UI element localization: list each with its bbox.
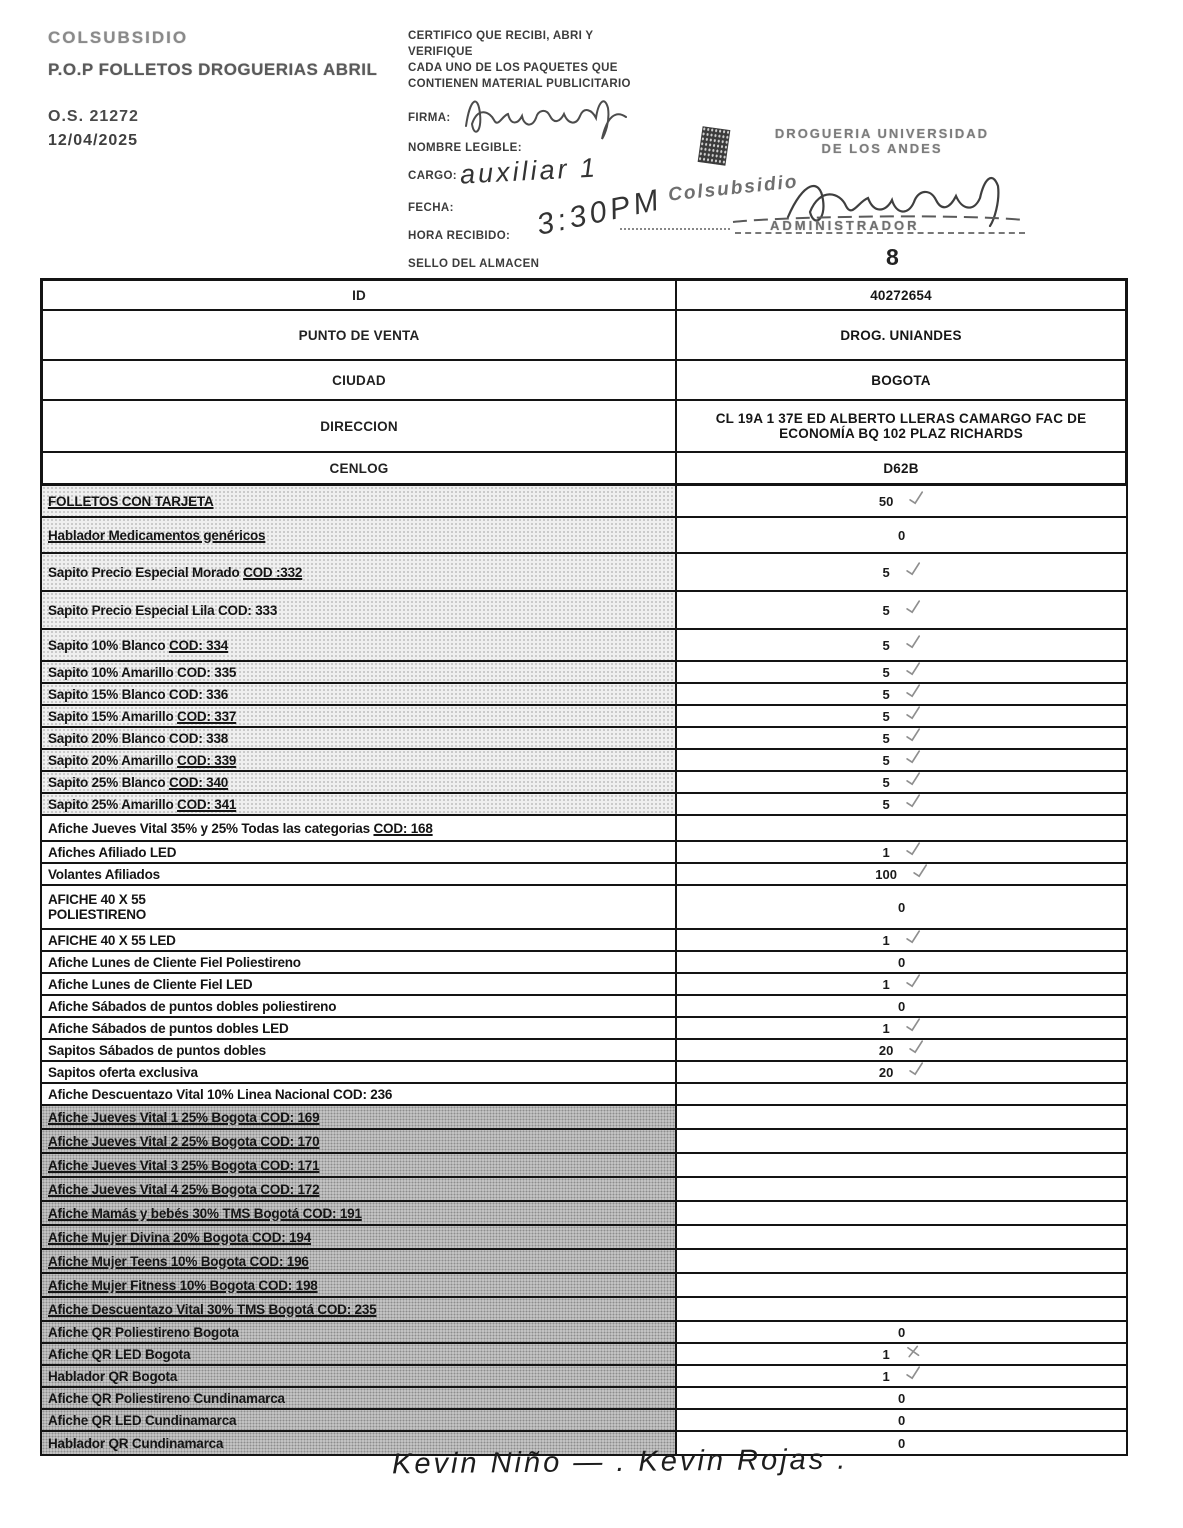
info-value: BOGOTA (871, 372, 931, 388)
item-row (42, 1106, 1126, 1130)
stamp-line1: DROGUERIA UNIVERSIDAD (774, 126, 990, 141)
item-row (42, 1130, 1126, 1154)
item-value-cell (677, 886, 1126, 928)
item-label: Afiche Sábados de puntos dobles poliestireno (48, 998, 337, 1014)
item-label-cell (42, 886, 677, 928)
item-value-cell (677, 816, 1126, 840)
info-label: PUNTO DE VENTA (43, 311, 677, 359)
item-value-cell (677, 1106, 1126, 1128)
item-value-cell (677, 1130, 1126, 1152)
item-label-cell (42, 1040, 677, 1060)
item-row (42, 1154, 1126, 1178)
item-value-cell (677, 1154, 1126, 1176)
item-value: 5 (882, 752, 890, 768)
cargo-label: CARGO: (408, 170, 458, 182)
item-row (42, 1018, 1126, 1040)
item-cod: COD :332 (243, 564, 303, 580)
check-mark-icon (905, 662, 922, 677)
item-label: Sapito 20% Amarillo (48, 752, 178, 768)
item-label: Afiche QR Poliestireno Cundinamarca (48, 1390, 285, 1406)
item-value: 100 (875, 866, 897, 882)
item-row (42, 1084, 1126, 1106)
item-cod: COD: 340 (168, 774, 229, 790)
item-row (42, 1226, 1126, 1250)
item-row (42, 952, 1126, 974)
item-row (42, 1366, 1126, 1388)
item-value-cell (677, 1202, 1126, 1224)
item-value: 5 (882, 602, 890, 618)
item-value: 1 (882, 1346, 890, 1362)
item-label-cell (42, 1178, 677, 1200)
footer-handwriting: Kevin Niño — . Kevin Rojas . (391, 1443, 849, 1481)
document-date: 12/04/2025 (48, 132, 139, 149)
item-value-cell (677, 1226, 1126, 1248)
item-value-cell (677, 630, 1126, 660)
item-value-cell (677, 1062, 1126, 1082)
item-row (42, 1388, 1126, 1410)
item-label: Sapito 20% Blanco COD: 338 (48, 730, 229, 746)
item-value-cell (677, 486, 1126, 516)
check-mark-icon (905, 562, 922, 577)
item-value: 1 (882, 844, 890, 860)
item-value-cell (677, 750, 1126, 770)
item-value: 5 (882, 708, 890, 724)
item-value-cell (677, 952, 1126, 972)
cargo-handwriting: auxiliar 1 (459, 152, 599, 190)
certification-line: CONTIENEN MATERIAL PUBLICITARIO (408, 78, 631, 90)
item-value-cell (677, 592, 1126, 628)
item-label-cell (42, 728, 677, 748)
item-cod: COD: 170 (260, 1133, 320, 1149)
item-value-cell (677, 930, 1126, 950)
item-cod: COD: 194 (251, 1229, 312, 1245)
item-label-cell (42, 1344, 677, 1364)
item-value: 1 (882, 1020, 890, 1036)
item-label-cell (42, 554, 677, 590)
item-cod: COD: 337 (177, 708, 237, 724)
item-label: FOLLETOS CON TARJETA (48, 493, 214, 509)
item-value-cell (677, 684, 1126, 704)
fecha-label: FECHA: (408, 202, 454, 214)
item-label-cell (42, 662, 677, 682)
item-value: 5 (882, 664, 890, 680)
item-label-cell (42, 1062, 677, 1082)
stamp-dash-right (735, 232, 1025, 234)
item-value-cell (677, 772, 1126, 792)
item-label-cell (42, 518, 677, 552)
item-cod: COD: 198 (258, 1277, 318, 1293)
item-value-cell (677, 728, 1126, 748)
info-row-cenlog (43, 453, 1125, 483)
item-label: Sapito 10% Amarillo COD: 335 (48, 664, 237, 680)
item-row (42, 1274, 1126, 1298)
item-row (42, 772, 1126, 794)
info-row-id (43, 281, 1125, 311)
item-label: Sapitos Sábados de puntos dobles (48, 1042, 266, 1058)
item-value-cell (677, 1344, 1126, 1364)
certification-block (408, 28, 738, 278)
item-label-cell (42, 706, 677, 726)
item-value: 5 (882, 564, 890, 580)
item-cod: COD: 196 (249, 1253, 309, 1269)
item-value-cell (677, 518, 1126, 552)
item-value: 0 (897, 954, 906, 970)
item-label-cell (42, 1410, 677, 1430)
info-label: DIRECCION (43, 401, 677, 451)
item-row (42, 996, 1126, 1018)
item-value: 5 (882, 774, 890, 790)
item-value-cell (677, 1388, 1126, 1408)
item-value-cell (677, 996, 1126, 1016)
item-cod: COD: 191 (302, 1205, 362, 1221)
certification-line: CADA UNO DE LOS PAQUETES QUE (408, 62, 618, 74)
item-cod: COD: 168 (373, 820, 433, 836)
item-value: 5 (882, 637, 890, 653)
item-cod: COD: 169 (260, 1109, 320, 1125)
item-cod: COD: 334 (168, 637, 229, 653)
item-label: Sapito Precio Especial Lila COD: 333 (48, 602, 278, 618)
check-mark-icon (905, 1366, 922, 1381)
item-label-cell (42, 1226, 677, 1248)
item-label: Afiches Afiliado LED (48, 844, 177, 860)
item-label: Hablador Medicamentos genéricos (48, 527, 266, 543)
item-label-cell (42, 1202, 677, 1224)
item-label: Sapito Precio Especial Morado (48, 564, 244, 580)
item-value-cell (677, 1410, 1126, 1430)
pharmacy-stamp (748, 126, 1016, 156)
item-value-cell (677, 974, 1126, 994)
item-label: Hablador QR Bogota (48, 1368, 178, 1384)
check-mark-icon (905, 600, 922, 615)
hora-handwriting: 3:30PM (533, 183, 666, 242)
item-value-cell (677, 842, 1126, 862)
item-row (42, 518, 1126, 554)
item-label-cell (42, 684, 677, 704)
item-value: 50 (878, 493, 894, 509)
item-value: 0 (897, 998, 906, 1014)
item-row (42, 486, 1126, 518)
item-value: 1 (882, 932, 890, 948)
item-cod: COD: 235 (317, 1301, 377, 1317)
items-table (40, 483, 1128, 1456)
item-row (42, 630, 1126, 662)
document-title: P.O.P FOLLETOS DROGUERIAS ABRIL (48, 60, 378, 79)
item-row (42, 684, 1126, 706)
stamp-role: ADMINISTRADOR (770, 218, 920, 233)
item-row (42, 816, 1126, 842)
check-mark-icon (905, 635, 922, 650)
item-label-cell (42, 1018, 677, 1038)
item-label-cell (42, 1130, 677, 1152)
order-number: O.S. 21272 (48, 108, 139, 125)
info-row-direccion (43, 401, 1125, 453)
item-label-cell (42, 592, 677, 628)
item-label: Afiche Mamás y bebés 30% TMS Bogotá (48, 1205, 303, 1221)
item-value-cell (677, 864, 1126, 884)
item-label: Afiche Lunes de Cliente Fiel Poliestireno (48, 954, 301, 970)
item-label: Afiche Mujer Divina 20% Bogota (48, 1229, 252, 1245)
item-value: 5 (882, 730, 890, 746)
item-label: Hablador QR Cundinamarca (48, 1435, 224, 1451)
info-label: CENLOG (43, 453, 677, 483)
check-mark-icon (912, 864, 929, 879)
item-label-cell (42, 486, 677, 516)
item-value-cell (677, 1178, 1126, 1200)
item-value-cell (677, 1018, 1126, 1038)
company-name: COLSUBSIDIO (48, 28, 189, 47)
item-label: Afiche Jueves Vital 4 25% Bogota (48, 1181, 261, 1197)
item-value: 1 (882, 976, 890, 992)
x-mark-icon (905, 1344, 922, 1359)
item-label-cell (42, 772, 677, 792)
stamp-line2: DE LOS ANDES (821, 141, 943, 156)
item-label: Sapito 10% Blanco (48, 637, 169, 653)
info-row-ciudad (43, 361, 1125, 401)
item-value-cell (677, 1274, 1126, 1296)
item-label-cell (42, 750, 677, 770)
item-label-cell (42, 1366, 677, 1386)
item-row (42, 974, 1126, 996)
item-value: 1 (882, 1368, 890, 1384)
item-value: 0 (897, 527, 906, 543)
item-row (42, 1202, 1126, 1226)
item-value: 5 (882, 796, 890, 812)
item-value-cell (677, 1298, 1126, 1320)
item-label: Afiche Descuentazo Vital 10% Linea Nacional COD: 236 (48, 1086, 393, 1102)
item-label: Afiche Mujer Fitness 10% Bogota (48, 1277, 259, 1293)
item-row (42, 842, 1126, 864)
check-mark-icon (905, 728, 922, 743)
item-label-cell (42, 1250, 677, 1272)
item-row (42, 1178, 1126, 1202)
item-value-cell (677, 1040, 1126, 1060)
item-label-cell (42, 996, 677, 1016)
item-value-cell (677, 1250, 1126, 1272)
item-value: 0 (897, 899, 906, 915)
check-mark-icon (909, 1062, 926, 1077)
item-label: AFICHE 40 X 55 LED (48, 932, 176, 948)
check-mark-icon (905, 750, 922, 765)
check-mark-icon (905, 930, 922, 945)
item-label: Afiche QR LED Bogota (48, 1346, 191, 1362)
signature-scribble (456, 86, 646, 141)
item-row (42, 728, 1126, 750)
item-row (42, 662, 1126, 684)
item-row (42, 864, 1126, 886)
item-row (42, 592, 1126, 630)
item-value-cell (677, 662, 1126, 682)
item-value: 0 (897, 1390, 906, 1406)
item-value: 0 (897, 1412, 906, 1428)
item-row (42, 750, 1126, 772)
info-label: ID (43, 281, 677, 309)
item-row (42, 1322, 1126, 1344)
page-number: 8 (886, 244, 899, 270)
firma-label: FIRMA: (408, 112, 451, 124)
item-value: 20 (878, 1064, 894, 1080)
certification-line: CERTIFICO QUE RECIBI, ABRI Y (408, 30, 594, 42)
item-label-cell (42, 974, 677, 994)
item-label-cell (42, 794, 677, 814)
check-mark-icon (905, 842, 922, 857)
info-value: DROG. UNIANDES (840, 327, 962, 343)
item-row (42, 1410, 1126, 1432)
item-value-cell (677, 554, 1126, 590)
item-label-cell (42, 630, 677, 660)
item-value-cell (677, 794, 1126, 814)
colsubsidio-stamp-logo-icon (698, 126, 731, 166)
item-label-cell (42, 816, 677, 840)
certification-line: VERIFIQUE (408, 46, 473, 58)
info-value: 40272654 (870, 287, 932, 303)
item-row (42, 1298, 1126, 1322)
item-label: Afiche Descuentazo Vital 30% TMS Bogotá (48, 1301, 318, 1317)
check-mark-icon (905, 706, 922, 721)
item-row (42, 1250, 1126, 1274)
item-label: Afiche Jueves Vital 35% y 25% Todas las categorias (48, 820, 374, 836)
hora-label: HORA RECIBIDO: (408, 230, 511, 242)
item-label: Afiche Jueves Vital 2 25% Bogota (48, 1133, 261, 1149)
item-label-cell (42, 1084, 677, 1104)
item-label: Afiche Sábados de puntos dobles LED (48, 1020, 289, 1036)
item-label-line2: POLIESTIRENO (48, 907, 147, 922)
item-label-cell (42, 952, 677, 972)
item-label: Sapito 25% Blanco (48, 774, 169, 790)
info-row-punto-de-venta (43, 311, 1125, 361)
item-row (42, 1062, 1126, 1084)
info-label: CIUDAD (43, 361, 677, 399)
check-mark-icon (909, 491, 926, 506)
item-label: Afiche Jueves Vital 1 25% Bogota (48, 1109, 261, 1125)
item-label: Sapito 15% Amarillo (48, 708, 178, 724)
item-label-cell (42, 1154, 677, 1176)
check-mark-icon (905, 1018, 922, 1033)
sello-label: SELLO DEL ALMACEN (408, 258, 540, 270)
item-row (42, 1344, 1126, 1366)
item-cod: COD: 172 (260, 1181, 320, 1197)
item-row (42, 794, 1126, 816)
item-label-cell (42, 1106, 677, 1128)
info-table (40, 278, 1128, 486)
item-value: 0 (897, 1435, 906, 1451)
nombre-label: NOMBRE LEGIBLE: (408, 142, 522, 154)
item-label: Sapitos oferta exclusiva (48, 1064, 198, 1080)
info-value: CL 19A 1 37E ED ALBERTO LLERAS CAMARGO FAC DE ECONOMÍA BQ 102 PLAZ RICHARDS (715, 411, 1087, 441)
info-value: D62B (883, 460, 919, 476)
item-label-cell (42, 864, 677, 884)
item-row (42, 554, 1126, 592)
stamp-dash-left (620, 228, 730, 230)
item-cod: COD: 339 (177, 752, 237, 768)
check-mark-icon (905, 684, 922, 699)
header-left (48, 28, 408, 80)
item-row (42, 886, 1126, 930)
item-value-cell (677, 1322, 1126, 1342)
item-label-cell (42, 1274, 677, 1296)
item-value-cell (677, 706, 1126, 726)
item-cod: COD: 341 (177, 796, 237, 812)
item-label: Afiche QR Poliestireno Bogota (48, 1324, 239, 1340)
item-row (42, 1040, 1126, 1062)
item-label: Afiche Jueves Vital 3 25% Bogota (48, 1157, 261, 1173)
item-label: Afiche Mujer Teens 10% Bogota (48, 1253, 250, 1269)
check-mark-icon (905, 974, 922, 989)
item-label: Sapito 15% Blanco COD: 336 (48, 686, 229, 702)
colsubsidio-stamp-text: Colsubsidio (667, 171, 800, 206)
check-mark-icon (905, 772, 922, 787)
item-row (42, 930, 1126, 952)
item-value-cell (677, 1084, 1126, 1104)
item-label: AFICHE 40 X 55 (48, 892, 146, 907)
check-mark-icon (905, 794, 922, 809)
item-label: Afiche QR LED Cundinamarca (48, 1412, 237, 1428)
check-mark-icon (909, 1040, 926, 1055)
item-value: 20 (878, 1042, 894, 1058)
item-label-cell (42, 930, 677, 950)
item-cod: COD: 171 (260, 1157, 320, 1173)
item-label-cell (42, 842, 677, 862)
item-label: Afiche Lunes de Cliente Fiel LED (48, 976, 253, 992)
item-label-cell (42, 1298, 677, 1320)
item-label: Sapito 25% Amarillo (48, 796, 178, 812)
item-row (42, 706, 1126, 728)
item-value: 0 (897, 1324, 906, 1340)
item-label-cell (42, 1322, 677, 1342)
item-value: 5 (882, 686, 890, 702)
item-value-cell (677, 1366, 1126, 1386)
item-label-cell (42, 1388, 677, 1408)
item-label: Volantes Afiliados (48, 866, 160, 882)
